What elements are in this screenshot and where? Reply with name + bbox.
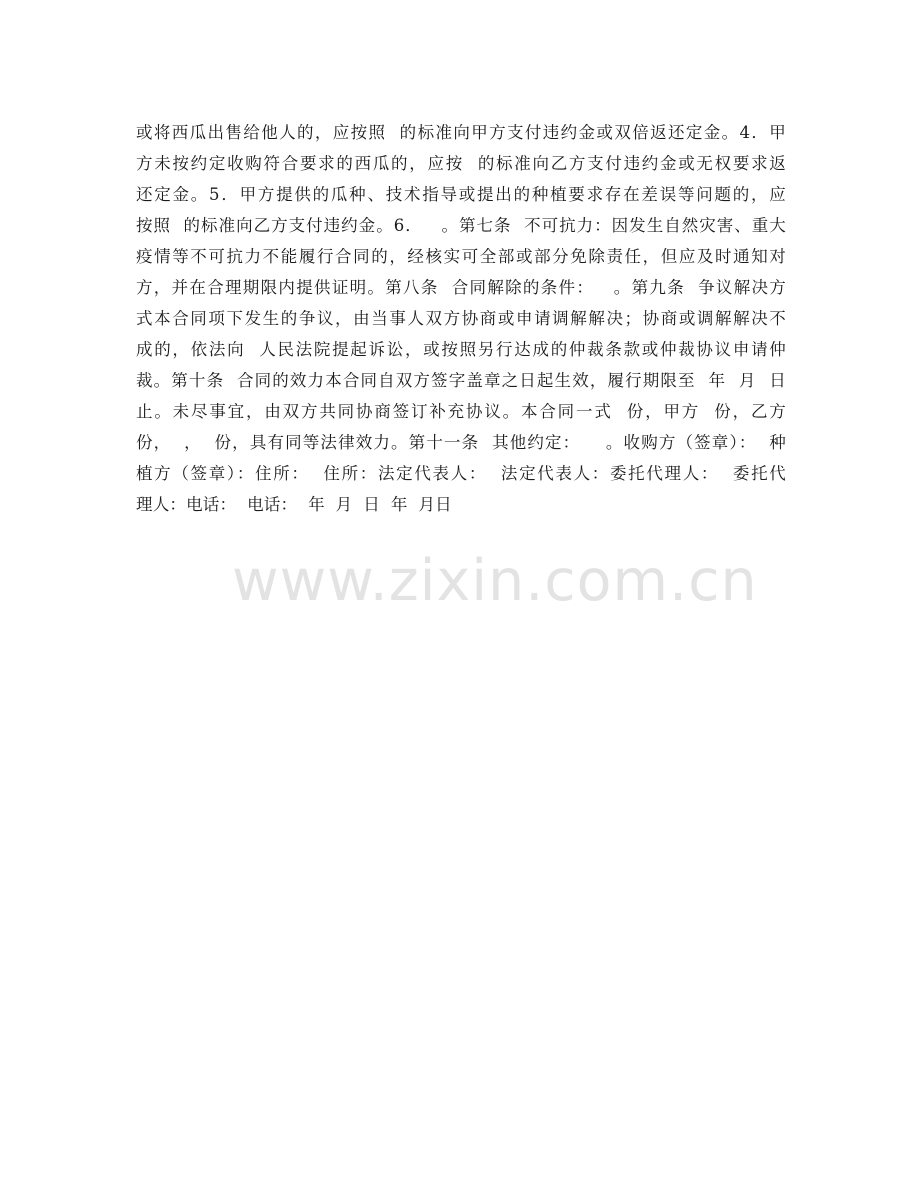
text-line-6: 方，并在合理期限内提供证明。第八条 合同解除的条件： 。第九条 争议解决方 <box>136 278 786 297</box>
text-line-7: 式本合同项下发生的争议，由当事人双方协商或申请调解解决；协商或调解解决不 <box>136 309 786 328</box>
text-line-13: 理人：电话： 电话： 年 月 日 年 月日 <box>136 495 452 514</box>
text-line-8: 成的，依法向 人民法院提起诉讼，或按照另行达成的仲裁条款或仲裁协议申请仲 <box>136 340 786 359</box>
text-line-2: 方未按约定收购符合要求的西瓜的，应按 的标准向乙方支付违约金或无权要求返 <box>136 154 786 173</box>
text-line-10: 止。未尽事宜，由双方共同协商签订补充协议。本合同一式 份，甲方 份，乙方 <box>136 402 786 421</box>
text-line-11: 份， ， 份，具有同等法律效力。第十一条 其他约定： 。收购方（签章）： 种 <box>136 433 786 452</box>
contract-body-text <box>136 117 786 520</box>
text-line-5: 疫情等不可抗力不能履行合同的，经核实可全部或部分免除责任，但应及时通知对 <box>136 247 786 266</box>
text-line-3: 还定金。5．甲方提供的瓜种、技术指导或提出的种植要求存在差误等问题的，应 <box>136 185 786 204</box>
text-line-4: 按照 的标准向乙方支付违约金。6． 。第七条 不可抗力：因发生自然灾害、重大 <box>136 216 786 235</box>
watermark: www.zixin.com.cn <box>232 548 758 614</box>
text-line-9: 裁。第十条 合同的效力本合同自双方签字盖章之日起生效，履行期限至 年 月 日 <box>136 371 786 390</box>
text-line-1: 或将西瓜出售给他人的，应按照 的标准向甲方支付违约金或双倍返还定金。4．甲 <box>136 123 786 142</box>
text-line-12: 植方（签章）：住所： 住所：法定代表人： 法定代表人：委托代理人： 委托代 <box>136 464 786 483</box>
